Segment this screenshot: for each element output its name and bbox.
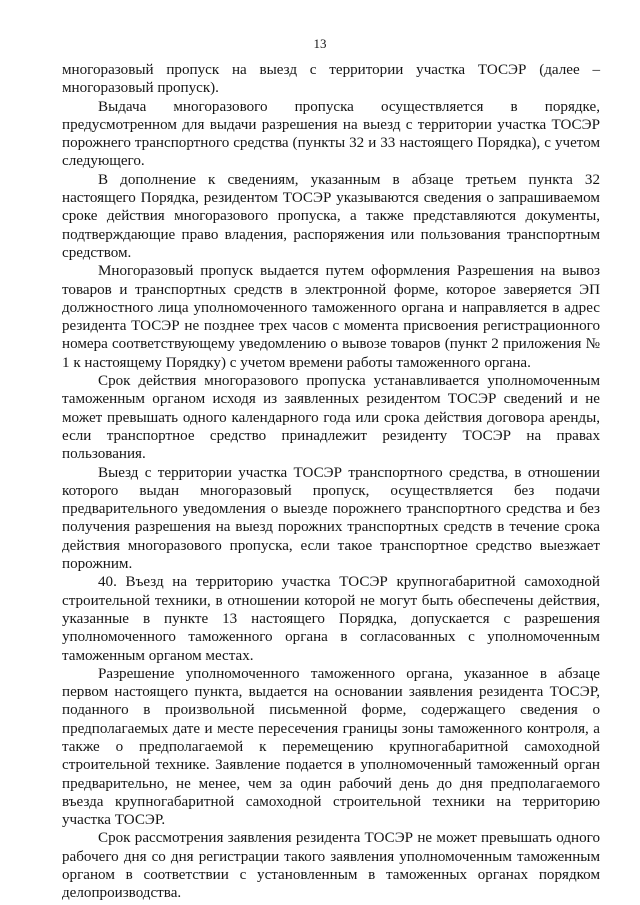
paragraph-issuance-procedure: Выдача многоразового пропуска осуществляется в порядке, предусмотренном для выдачи разрешения на выезд с территории участка ТОСЭР порожнего транспортного средства (пункты 32 и 33 настоящего Порядка), с учетом следующего. [62,98,600,170]
paragraph-review-period: Срок рассмотрения заявления резидента ТОСЭР не может превышать одного рабочего дня со дня регистрации такого заявления уполномоченным таможенным органом в соответствии с установленным в таможенных органах порядком делопроизводства. [62,830,600,902]
paragraph-validity-period: Срок действия многоразового пропуска устанавливается уполномоченным таможенным органом исходя из заявленных резидентом ТОСЭР сведений и не может превышать одного календарного года или срока действия договора аренды, если транспортное средство принадлежит резиденту ТОСЭР на правах пользования. [62,373,600,463]
document-body [62,61,600,903]
paragraph-additional-info: В дополнение к сведениям, указанным в абзаце третьем пункта 32 настоящего Порядка, резидентом ТОСЭР указываются сведения о запрашиваемом сроке действия многоразового пропуска, а также представляются документы, подтверждающие право владения, распоряжения или пользования транспортным средством. [62,171,600,261]
paragraph-exit-procedure: Выезд с территории участка ТОСЭР транспортного средства, в отношении которого выдан многоразовый пропуск, осуществляется без подачи предварительного уведомления о выезде порожнего транспортного средства и без получения разрешения на выезд порожних транспортных средств в течение срока действия многоразового пропуска, если такое транспортное средство выезжает порожним. [62,464,600,573]
paragraph-item-40: 40. Въезд на территорию участка ТОСЭР крупногабаритной самоходной строительной техники, в отношении которой не могут быть обеспечены действия, указанные в пункте 13 настоящего Порядка, допускается с разрешения уполномоченного таможенного органа в согласованных с уполномоченным таможенным органом местах. [62,574,600,664]
paragraph-pass-issuance: Многоразовый пропуск выдается путем оформления Разрешения на вывоз товаров и транспортных средств в электронной форме, которое заверяется ЭП должностного лица уполномоченного таможенного органа и направляется в адрес резидента ТОСЭР не позднее трех часов с момента присвоения регистрационного номера соответствующему уведомлению о вывозе товаров (пункт 2 приложения № 1 к настоящему Порядку) с учетом времени работы таможенного органа. [62,263,600,371]
paragraph-permission-application: Разрешение уполномоченного таможенного органа, указанное в абзаце первом настоящего пункта, выдается на основании заявления резидента ТОСЭР, поданного в произвольной письменной форме, содержащего сведения о предполагаемых дате и месте пересечения границы зоны таможенного контроля, а также о предполагаемой к перемещению крупногабаритной самоходной строительной технике. Заявление подается в уполномоченный таможенный орган предварительно, не менее, чем за один рабочий день до дня предполагаемого въезда крупногабаритной самоходной строительной техники на территорию участка ТОСЭР. [62,665,600,829]
page-number: 13 [313,36,327,51]
paragraph-continuation: многоразовый пропуск на выезд с территории участка ТОСЭР (далее – многоразовый пропуск). [62,62,600,97]
